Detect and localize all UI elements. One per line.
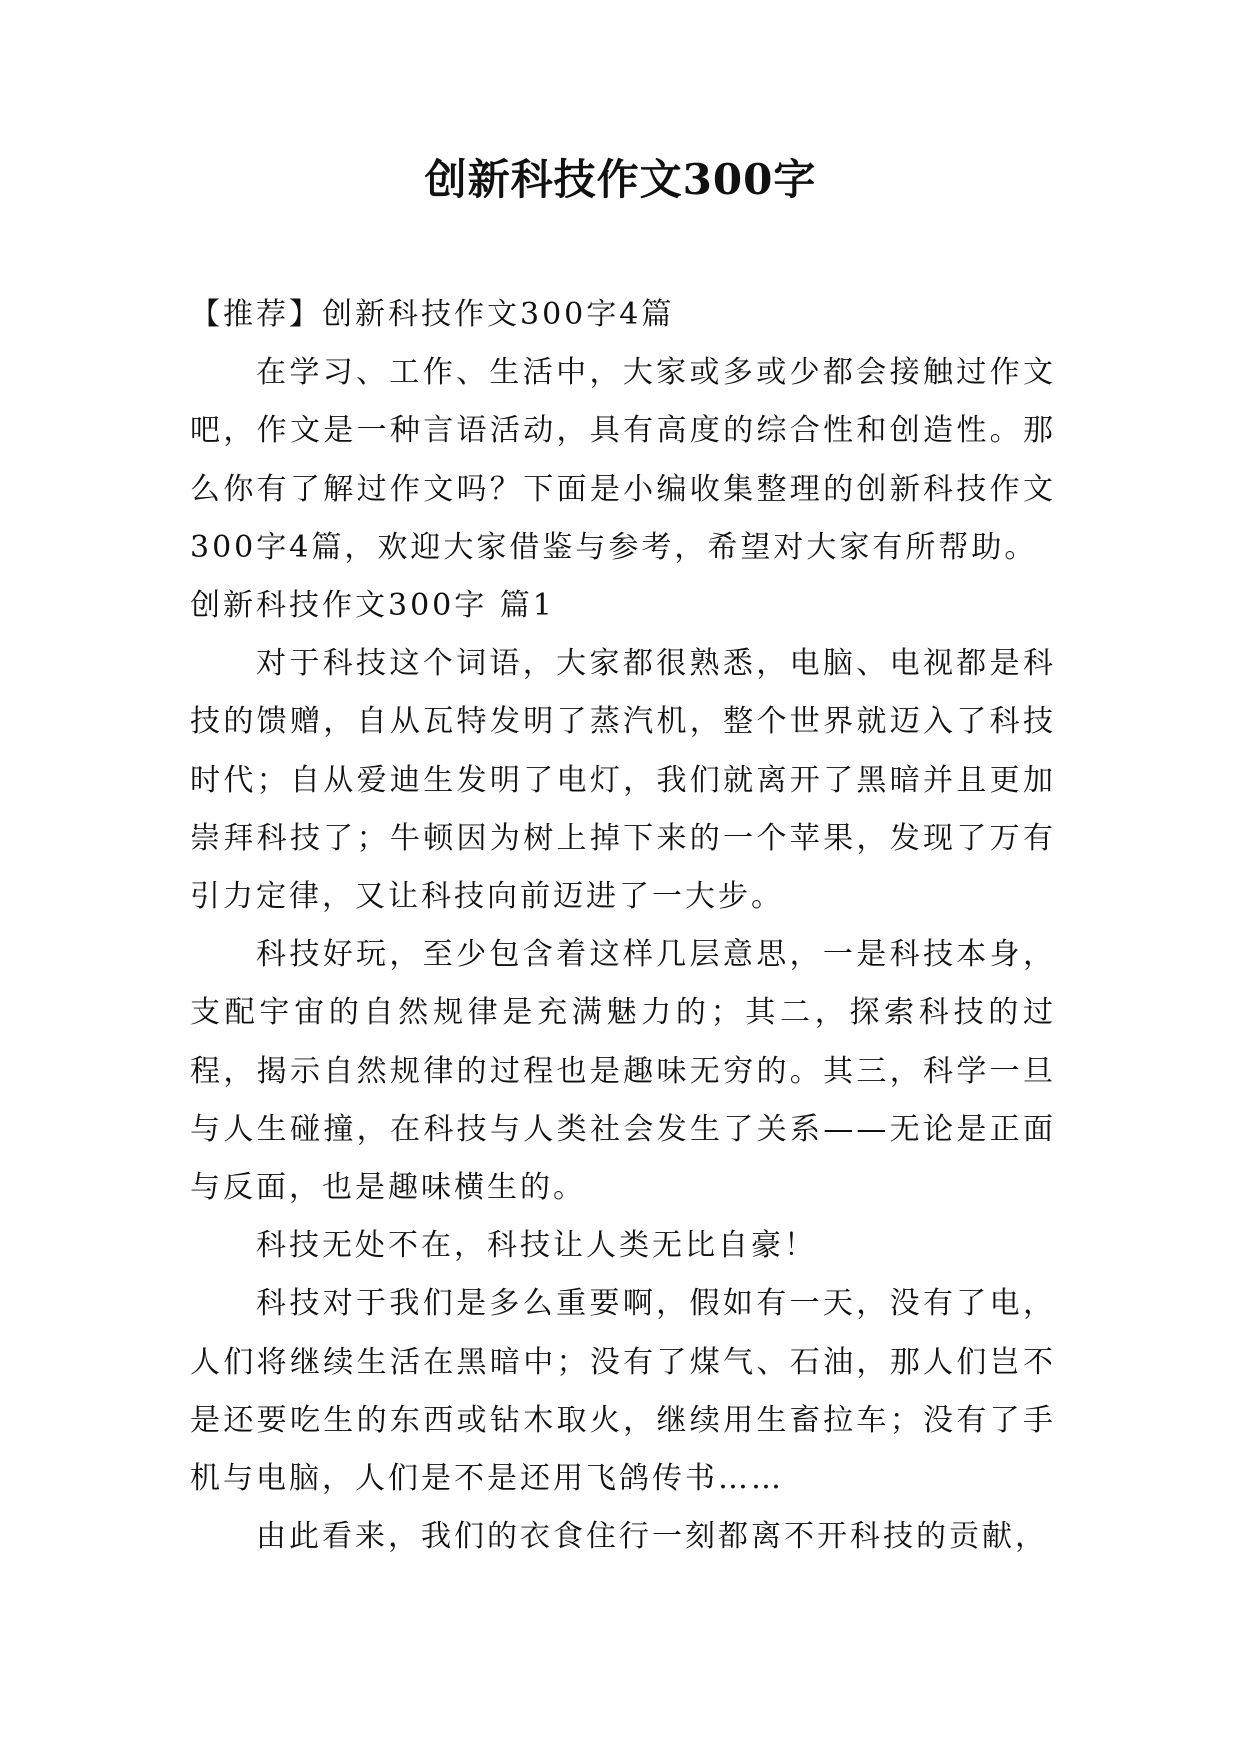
document-subtitle: 【推荐】创新科技作文300字4篇	[190, 297, 675, 332]
document-body	[190, 286, 1056, 1566]
body-paragraph: 科技好玩，至少包含着这样几层意思，一是科技本身，支配宇宙的自然规律是充满魅力的；其二，探索科技的过程，揭示自然规律的过程也是趣味无穷的。其三，科学一旦与人生碰撞，在科技与人类社会发生了关系——无论是正面与反面，也是趣味横生的。	[190, 937, 1056, 1206]
body-paragraph: 科技对于我们是多么重要啊，假如有一天，没有了电，人们将继续生活在黑暗中；没有了煤气、石油，那人们岂不是还要吃生的东西或钻木取火，继续用生畜拉车；没有了手机与电脑，人们是不是还用飞鸽传书……	[190, 1286, 1056, 1497]
body-paragraph: 对于科技这个词语，大家都很熟悉，电脑、电视都是科技的馈赠，自从瓦特发明了蒸汽机，整个世界就迈入了科技时代；自从爱迪生发明了电灯，我们就离开了黑暗并且更加崇拜科技了；牛顿因为树上掉下来的一个苹果，发现了万有引力定律，又让科技向前迈进了一大步。	[190, 646, 1056, 915]
intro-paragraph: 在学习、工作、生活中，大家或多或少都会接触过作文吧，作文是一种言语活动，具有高度的综合性和创造性。那么你有了解过作文吗？下面是小编收集整理的创新科技作文300字4篇，欢迎大家借鉴与参考，希望对大家有所帮助。	[190, 355, 1056, 565]
body-paragraph: 由此看来，我们的衣食住行一刻都离不开科技的贡献，	[256, 1519, 1048, 1555]
section-heading: 创新科技作文300字 篇1	[190, 588, 555, 624]
body-paragraph: 科技无处不在，科技让人类无比自豪！	[256, 1228, 817, 1264]
document-title: 创新科技作文300字	[424, 155, 817, 204]
